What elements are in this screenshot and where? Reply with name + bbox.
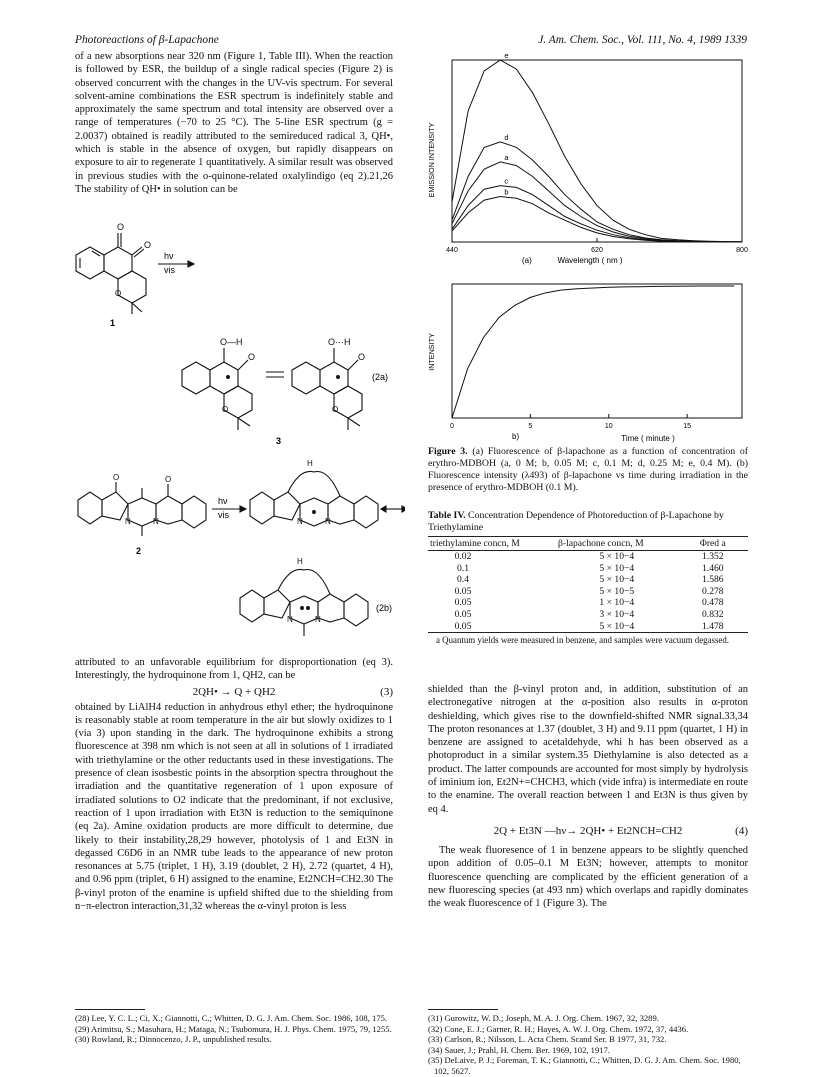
table-cell: 5 × 10−4	[599, 562, 635, 574]
compound-label-1: 1	[110, 318, 116, 328]
table-4	[428, 510, 748, 646]
x-tick-label: 5	[528, 423, 533, 430]
table-row	[428, 574, 748, 586]
svg-text:O: O	[117, 222, 125, 232]
series-line-d	[452, 142, 742, 242]
figure-3b-panel-label: b)	[512, 432, 520, 441]
table-cell: 5 × 10−4	[599, 551, 635, 562]
table-4-title-label: Table IV.	[428, 510, 466, 521]
vis-label-1: vis	[164, 265, 175, 275]
table-4-header-row	[428, 537, 748, 551]
svg-text:O—H: O—H	[220, 337, 243, 347]
table-4-title-text: Concentration Dependence of Photoreduction of β-Lapachone by Triethylamine	[428, 510, 724, 533]
running-head-title: Photoreactions of β-Lapachone	[75, 34, 219, 46]
figure-3a-panel-label: (a)	[522, 256, 532, 265]
table-cell: 0.05	[454, 608, 472, 620]
equation-3-body: 2QH• → Q + QH2	[192, 685, 276, 698]
svg-text:O: O	[144, 240, 152, 250]
reference-30: (30) Rowland, R.; Dinnocenzo, J. P., unpublished results.	[75, 1034, 272, 1045]
table-cell: 0.478	[702, 597, 724, 609]
series-label-e: e	[504, 52, 509, 60]
hv-label-2: hν	[218, 496, 228, 506]
table-cell: 0.278	[702, 585, 724, 597]
svg-text:N: N	[297, 517, 303, 526]
series-label-c: c	[504, 176, 509, 186]
reaction-scheme	[70, 200, 405, 652]
table-4-body	[428, 551, 748, 633]
reference-31: (31) Gurowitz, W. D.; Joseph, M. A. J. Org. Chem. 1967, 32, 3289.	[428, 1013, 659, 1023]
right-references	[428, 1013, 748, 1077]
svg-text:N: N	[125, 517, 131, 526]
left-paragraph-3: obtained by LiAlH4 reduction in anhydrous ethyl ether; the hydroquinone is reasonably stable at room temperature in the air but slowly oxidizes to 1 (via 3) upon standing in the dark. The hydroquinone exhibits a strong fluorescence at 398 nm which is not seen at all in solutions of 1 irradiated with triethylamine or the other reductants used in these investigations. The presence of clean isosbestic points in the absorption spectra throughout the irradiation and the quantitative regeneration of 1 upon exposure of irradiated solutions to O2 indicate that the predominant, if not exclusive, reaction of 1 upon irradiation with Et3N is reduction to the semiquinone (eq 2a). Amine oxidation products are more difficult to determine, due likely to their instability,28,29 however, photolysis of 1 and Et3N in degassed C6D6 in an NMR tube leads to the appearance of new proton resonances at 5.75 (triplet, 1 H), 3.19 (doublet, 2 H), 2.72 (quartet, 4 H), and 0.96 ppm (triplet, 6 H) assigned to the enamine, Et2NCH=CH2.30 The β-vinyl proton of the enamine is upfield shifted due to the shielding from n−π-electron interaction,31,32 whereas the α-vinyl proton is less	[75, 701, 393, 913]
svg-text:N: N	[325, 517, 331, 526]
table-cell: 0.1	[457, 562, 469, 574]
svg-text:O: O	[358, 352, 366, 362]
svg-text:O: O	[115, 289, 122, 298]
x-tick-label: 620	[591, 247, 603, 254]
figure-3a-x-label: Wavelength ( nm )	[557, 256, 623, 265]
svg-text:N: N	[287, 615, 293, 624]
series-line-e	[452, 60, 742, 242]
table-cell: 5 × 10−5	[599, 585, 635, 597]
reference-35: (35) DeLaive, P. J.; Foreman, T. K.; Giannotti, C.; Whitten, D. G. J. Am. Chem. Soc. 1980, 102, 5627.	[428, 1055, 741, 1076]
compound-label-2: 2	[136, 546, 142, 556]
table-cell: 0.4	[457, 574, 469, 586]
table-cell: 5 × 10−4	[599, 574, 635, 586]
left-lower-text	[75, 656, 393, 913]
right-body-text	[428, 683, 748, 910]
svg-text:N: N	[153, 517, 159, 526]
table-4-title	[428, 510, 748, 534]
table-4-col-phi: Φred a	[699, 538, 726, 549]
svg-text:O: O	[332, 405, 339, 414]
svg-text:H: H	[297, 557, 303, 566]
running-head-journal: J. Am. Chem. Soc., Vol. 111, No. 4, 1989 1339	[538, 34, 747, 46]
oxalylindigo-structure	[78, 482, 206, 536]
table-row	[428, 609, 748, 621]
x-tick-label: 800	[736, 247, 748, 254]
table-row	[428, 597, 748, 609]
semiquinone-radical-3b	[292, 348, 362, 430]
figure-3b-x-label: Time ( minute )	[621, 434, 675, 443]
table-4-grid	[428, 536, 748, 633]
reference-34: (34) Sauer, J.; Prahl, H. Chem. Ber. 1969, 102, 1917.	[428, 1044, 611, 1055]
right-footnote-rule	[428, 1009, 498, 1010]
figure-3-caption	[428, 446, 748, 494]
figure-3b-y-label: INTENSITY	[427, 333, 436, 371]
table-row	[428, 551, 748, 563]
figure-3-caption-label: Figure 3.	[428, 446, 468, 457]
table-cell: 1.586	[702, 574, 724, 586]
reference-33: (33) Carlson, R.; Nilsson, L. Acta Chem. Scand Ser. B 1977, 31, 732.	[428, 1034, 667, 1045]
table-4-col-lapachone: β-lapachone concn, M	[558, 538, 644, 549]
x-tick-label: 15	[683, 423, 692, 430]
svg-text:H: H	[307, 459, 313, 468]
table-cell: 0.05	[454, 620, 472, 632]
plot-frame	[452, 284, 742, 418]
series-label-a: a	[504, 152, 509, 162]
table-4-footnote: a Quantum yields were measured in benzene, and samples were vacuum degassed.	[436, 635, 730, 646]
table-row	[428, 621, 748, 633]
hv-label-1: hν	[164, 251, 174, 261]
series-line-b	[452, 197, 742, 243]
equation-4-number: (4)	[735, 824, 748, 837]
table-cell: 0.02	[454, 551, 472, 562]
series-line-c	[452, 186, 742, 242]
x-tick-label: 440	[446, 247, 458, 254]
svg-text:O: O	[113, 473, 120, 482]
reference-28: (28) Lee, Y. C. L.; Ci, X.; Giannotti, C.; Whitten, D. G. J. Am. Chem. Soc. 1986, 108, 175.	[75, 1013, 388, 1023]
series-line-intensity	[452, 286, 734, 418]
figure-3b-axes	[450, 284, 742, 430]
eq-label-2b: (2b)	[376, 603, 393, 613]
svg-text:O: O	[222, 405, 229, 414]
eq-label-2a: (2a)	[372, 372, 389, 382]
left-paragraph-1: of a new absorptions near 320 nm (Figure 1, Table III). When the reaction is followed by ESR, the buildup of a single radical species (Figure 2) is observed concurrent with the changes in the UV-vis spectrum. For several solvent-amine combinations the ESR spectrum is indefinitely stable and approximately the same spectrum and total intensity are observed over a range of temperatures (−70 to 25 °C). The 5-line ESR spectrum (g = 2.0037) obtained is readily attributed to the semireduced radical 3, QH•, which is stable in the absence of oxygen, but rapidly disappears on exposure to air to regenerate 1 quantitatively. A similar result was observed in previous studies with the o-quinone-related oxalylindigo (eq 2).21,26 The stability of QH• in solution can be	[75, 51, 393, 195]
table-4-col-triethylamine: triethylamine concn, M	[430, 538, 520, 549]
table-cell: 0.05	[454, 585, 472, 597]
svg-text:N: N	[315, 615, 321, 624]
svg-text:O: O	[165, 475, 172, 484]
vis-label-2: vis	[218, 510, 229, 520]
x-tick-label: 0	[450, 423, 454, 430]
reference-29: (29) Arimitsu, S.; Masuhara, H.; Mataga, N.; Tsubomura, H. J. Phys. Chem. 1975, 79, 1255.	[75, 1023, 392, 1034]
left-paragraph-2: attributed to an unfavorable equilibrium for disproportionation (eq 3). Interestingly, the hydroquinone from 1, QH2, can be	[75, 657, 393, 682]
left-paragraph-1-block	[75, 50, 393, 196]
table-cell: 1 × 10−4	[599, 597, 635, 609]
table-cell: 5 × 10−4	[599, 620, 635, 632]
compound-label-3: 3	[276, 436, 282, 446]
figure-3a-chart	[422, 52, 752, 274]
table-cell: 0.832	[702, 608, 724, 620]
table-cell: 1.460	[702, 562, 724, 574]
plot-frame	[452, 60, 742, 242]
figure-3a-y-label: EMISSION INTENSITY	[427, 122, 436, 198]
oxalylindigo-radical-b	[240, 569, 368, 636]
series-label-b: b	[504, 187, 509, 197]
table-row	[428, 563, 748, 575]
table-cell: 1.478	[702, 620, 724, 632]
reference-32: (32) Cone, E. J.; Garner, R. H.; Hayes, A. W. J. Org. Chem. 1972, 37, 4436.	[428, 1023, 689, 1034]
svg-text:O···H: O···H	[328, 337, 351, 347]
figure-3a-axes	[446, 52, 748, 254]
table-cell: 0.05	[454, 597, 472, 609]
figure-3b-chart	[422, 276, 752, 444]
left-footnote-rule	[75, 1009, 145, 1010]
table-cell: 3 × 10−4	[599, 608, 635, 620]
beta-lapachone-structure	[76, 233, 146, 314]
equation-3-number: (3)	[380, 685, 393, 698]
svg-text:O: O	[248, 352, 256, 362]
figure-3-caption-text: (a) Fluorescence of β-lapachone as a function of concentration of erythro-MDBOH (a, 0 M; b, 0.05 M; c, 0.1 M; d, 0.25 M; e, 0.4 M). (b) Fluorescence intensity (λ493) of β-lapachone vs time during irradiation in the presence of erythro-MDBOH (0.1 M).	[428, 446, 749, 493]
equation-4	[428, 822, 748, 840]
equation-4-body: 2Q + Et3N —hν→ 2QH• + Et2NCH=CH2	[493, 824, 683, 837]
table-row	[428, 586, 748, 598]
x-tick-label: 10	[604, 423, 613, 430]
table-cell: 1.352	[702, 551, 724, 562]
oxalylindigo-radical-a	[250, 471, 378, 528]
right-paragraph-2: The weak fluoresence of 1 in benzene appears to be slightly quenched upon addition of 0.05–0.1 M Et3N; however, attempts to monitor fluorescence quenching are complicated by the efficient generation of a new fluorescing species (at 493 nm) which overlaps and rapidly dominates the weak fluorescence of 1 (Figure 3). The	[428, 844, 748, 910]
equation-3	[75, 683, 393, 701]
right-paragraph-1: shielded than the β-vinyl proton and, in addition, substitution of an electronegative nitrogen at the α-position also results in α-proton deshielding, which gives rise to the downfield-shifted NMR signal.33,34 The proton resonances at 1.37 (doublet, 3 H) and 9.11 ppm (quartet, 1 H) in benzene are assigned to acetaldehyde, whi h has been observed as a photoproduct in a similar system.35 Diethylamine is also detected as a product. The latter compounds are accounted for most simply by hydrolysis of iminium ion, Et2N+=CHCH3, which (vide infra) is intermediate en route to the enamine. The overall reaction between 1 and Et3N is thus given by eq 4.	[428, 684, 748, 815]
semiquinone-radical-3a	[182, 348, 252, 430]
series-label-d: d	[504, 132, 509, 142]
left-references	[75, 1013, 393, 1045]
